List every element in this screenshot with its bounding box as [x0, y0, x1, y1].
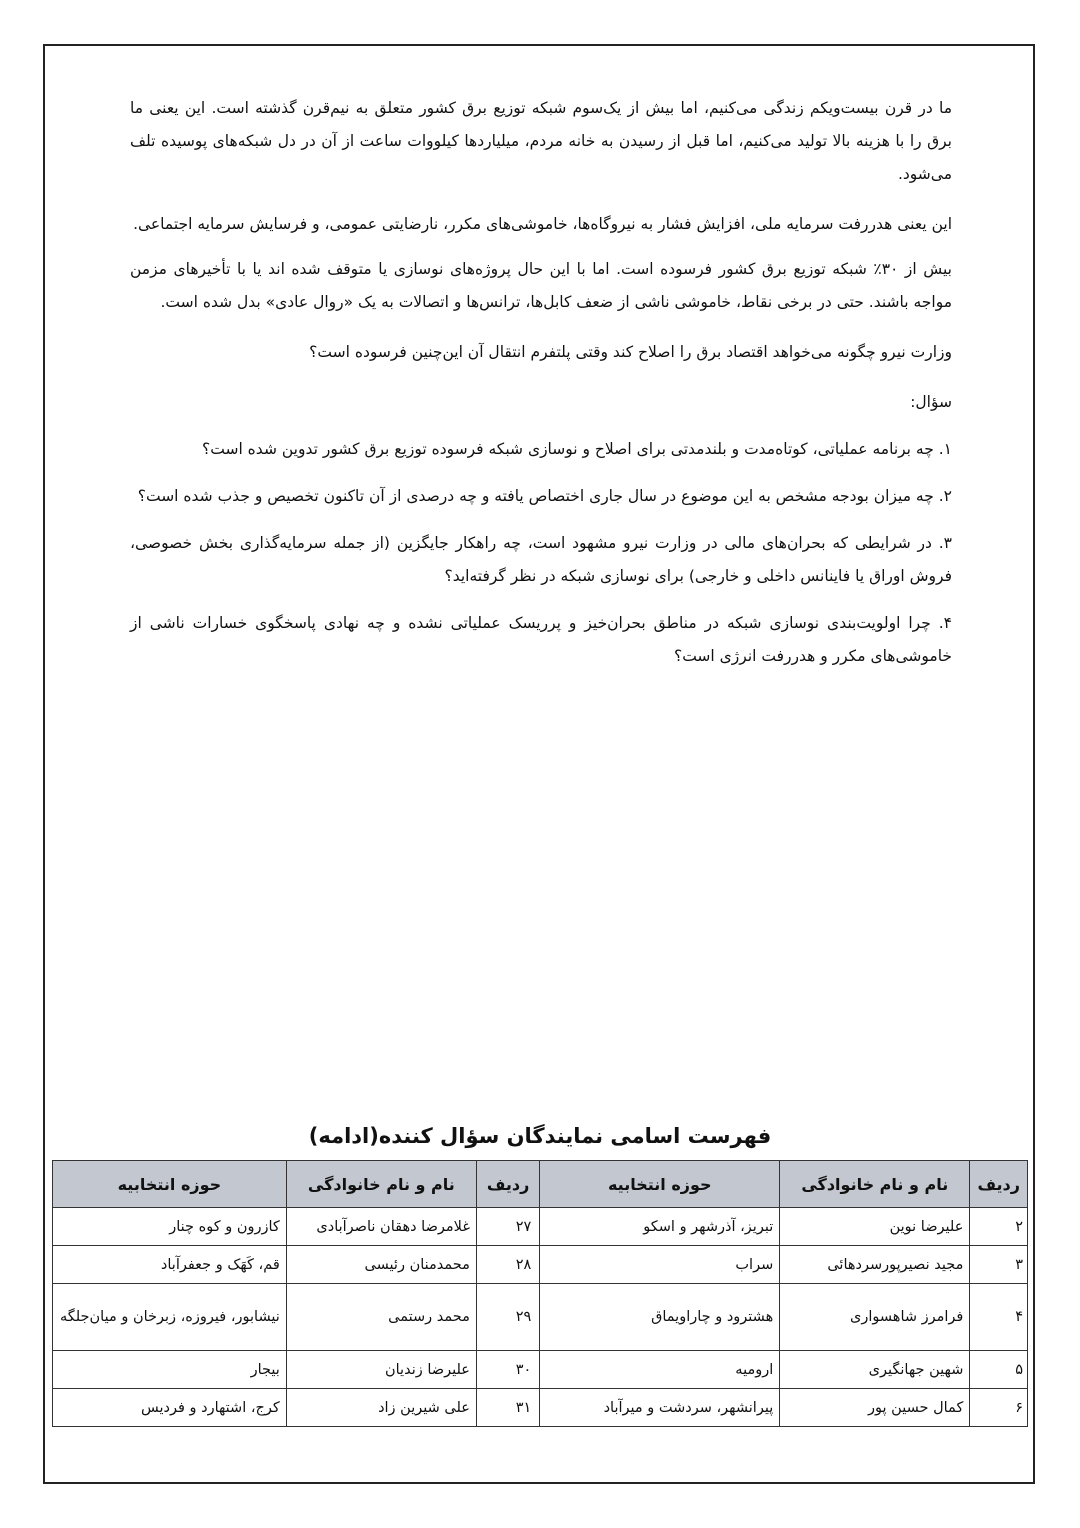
- paragraph-statistics: بیش از ۳۰٪ شبکه توزیع برق کشور فرسوده است. اما با این حال پروژه‌های نوسازی یا متوقف شده اند یا با تأخیرهای مزمن مواجه باشند. حتی در برخی نقاط، خاموشی ناشی از ضعف کابل‌ها، ترانس‌ها و اتصالات به یک «روال عادی» بدل شده است.: [130, 260, 952, 311]
- cell-constituency: پیرانشهر، سردشت و میرآباد: [540, 1389, 780, 1427]
- cell-constituency: سراب: [540, 1246, 780, 1284]
- cell-full-name: علیرضا نوین: [780, 1208, 970, 1246]
- cell-row-number: ۶: [970, 1389, 1028, 1427]
- header-row-number: ردیف: [476, 1161, 539, 1208]
- cell-full-name: علیرضا زندیان: [286, 1351, 476, 1389]
- cell-row-number: ۲۷: [476, 1208, 539, 1246]
- cell-full-name: مجید نصیرپورسردهائی: [780, 1246, 970, 1284]
- cell-constituency: بیجار: [53, 1351, 287, 1389]
- cell-constituency: نیشابور، فیروزه، زبرخان و میان‌جلگه: [53, 1284, 287, 1351]
- table-title: فهرست اسامی نمایندگان سؤال کننده(ادامه): [308, 1124, 772, 1148]
- header-constituency: حوزه انتخابیه: [53, 1161, 287, 1208]
- question-item: ۴. چرا اولویت‌بندی نوسازی شبکه در مناطق بحران‌خیز و پرریسک عملیاتی نشده و چه نهادی پاسخگوی خسارات ناشی از خاموشی‌های مکرر و هدررفت انرژی است؟: [130, 614, 952, 665]
- cell-constituency: هشترود و چاراویماق: [540, 1284, 780, 1351]
- table-row: [53, 1246, 1028, 1284]
- cell-constituency: کرج، اشتهارد و فردیس: [53, 1389, 287, 1427]
- cell-row-number: ۲۹: [476, 1284, 539, 1351]
- table-row: [53, 1208, 1028, 1246]
- table-header-row: [53, 1161, 1028, 1208]
- table-row: [53, 1351, 1028, 1389]
- header-row-number: ردیف: [970, 1161, 1028, 1208]
- cell-row-number: ۳: [970, 1246, 1028, 1284]
- cell-full-name: شهین جهانگیری: [780, 1351, 970, 1389]
- document-body: [130, 92, 952, 687]
- question-item: ۱. چه برنامه عملیاتی، کوتاه‌مدت و بلندمدتی برای اصلاح و نوسازی شبکه فرسوده توزیع برق کشور تدوین شده است؟: [202, 440, 952, 458]
- cell-row-number: ۲: [970, 1208, 1028, 1246]
- cell-full-name: غلامرضا دهقان ناصرآبادی: [286, 1208, 476, 1246]
- cell-full-name: کمال حسین پور: [780, 1389, 970, 1427]
- question-item: ۲. چه میزان بودجه مشخص به این موضوع در سال جاری اختصاص یافته و چه درصدی از آن تاکنون تخصیص و جذب شده است؟: [137, 487, 952, 505]
- cell-row-number: ۳۰: [476, 1351, 539, 1389]
- paragraph-main-question: وزارت نیرو چگونه می‌خواهد اقتصاد برق را اصلاح کند وقتی پلتفرم انتقال آن این‌چنین فرسوده است؟: [309, 343, 952, 361]
- cell-full-name: فرامرز شاهسواری: [780, 1284, 970, 1351]
- header-constituency: حوزه انتخابیه: [540, 1161, 780, 1208]
- cell-constituency: تبریز، آذرشهر و اسکو: [540, 1208, 780, 1246]
- cell-row-number: ۵: [970, 1351, 1028, 1389]
- cell-constituency: کازرون و کوه چنار: [53, 1208, 287, 1246]
- cell-constituency: قم، کَهَک و جعفرآباد: [53, 1246, 287, 1284]
- paragraph-intro: ما در قرن بیست‌ویکم زندگی می‌کنیم، اما بیش از یک‌سوم شبکه توزیع برق کشور متعلق به نیم‌قرن گذشته است. این یعنی ما برق را با هزینه بالا تولید می‌کنیم، اما قبل از رسیدن به خانه مردم، میلیاردها کیلووات ساعت از آن در دل شبکه‌های پوسیده تلف می‌شود.: [130, 99, 952, 183]
- cell-full-name: علی شیرین زاد: [286, 1389, 476, 1427]
- question-item: ۳. در شرایطی که بحران‌های مالی در وزارت نیرو مشهود است، چه راهکار جایگزین (از جمله سرمایه‌گذاری بخش خصوصی، فروش اوراق یا فاینانس داخلی و خارجی) برای نوسازی شبکه در نظر گرفته‌اید؟: [130, 534, 952, 585]
- questions-heading: سؤال:: [910, 393, 952, 411]
- cell-constituency: ارومیه: [540, 1351, 780, 1389]
- table-row: [53, 1389, 1028, 1427]
- representatives-table: [52, 1160, 1028, 1427]
- table-row: [53, 1284, 1028, 1351]
- cell-row-number: ۲۸: [476, 1246, 539, 1284]
- cell-full-name: محمدمنان رئیسی: [286, 1246, 476, 1284]
- paragraph-consequences: این یعنی هدررفت سرمایه ملی، افزایش فشار به نیروگاه‌ها، خاموشی‌های مکرر، نارضایتی عمومی، و فرسایش سرمایه اجتماعی.: [133, 215, 952, 233]
- cell-full-name: محمد رستمی: [286, 1284, 476, 1351]
- header-full-name: نام و نام خانوادگی: [780, 1161, 970, 1208]
- cell-row-number: ۴: [970, 1284, 1028, 1351]
- header-full-name: نام و نام خانوادگی: [286, 1161, 476, 1208]
- cell-row-number: ۳۱: [476, 1389, 539, 1427]
